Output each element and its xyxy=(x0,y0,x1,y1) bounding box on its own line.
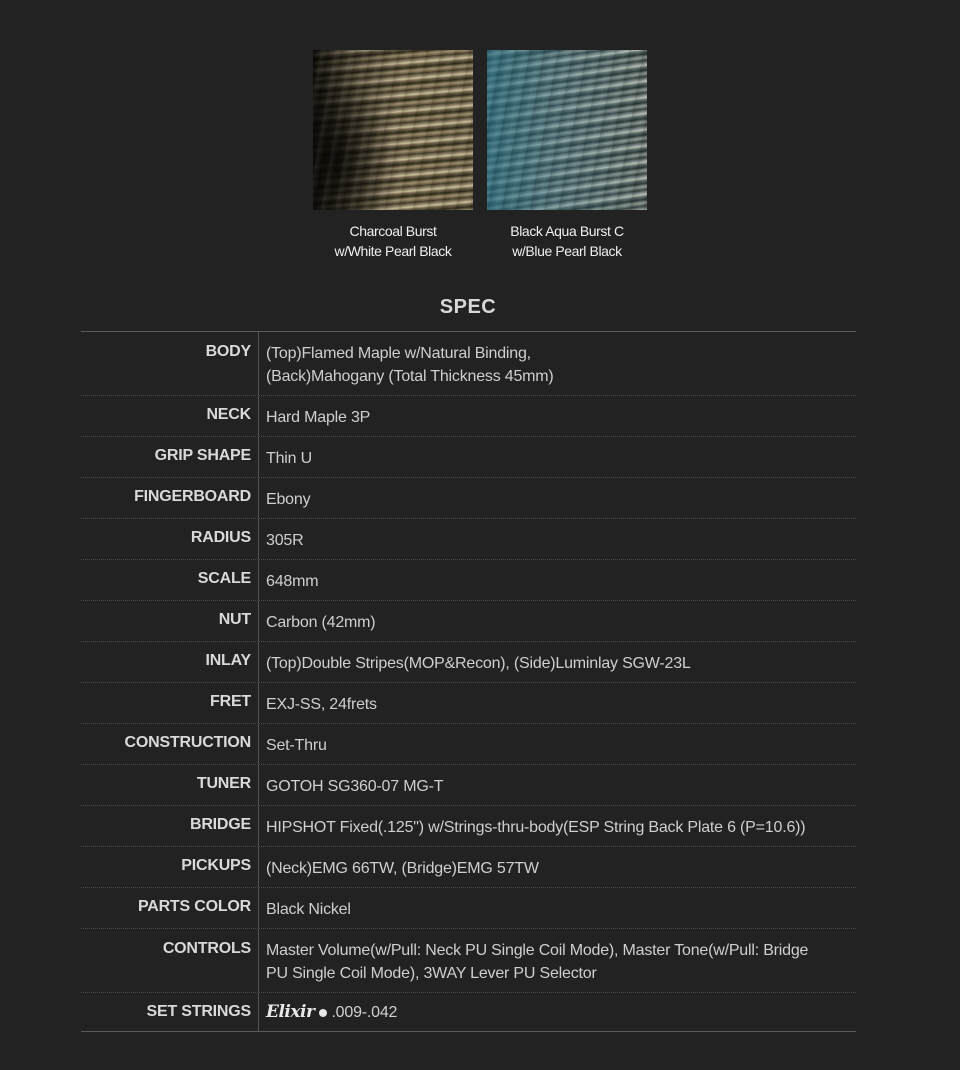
swatch-caption-line2: w/White Pearl Black xyxy=(334,243,452,259)
spec-value: Hard Maple 3P xyxy=(266,409,371,426)
swatch-image-charcoal-burst xyxy=(313,50,473,210)
spec-value: EXJ-SS, 24frets xyxy=(266,696,377,713)
spec-row-body xyxy=(81,332,856,396)
elixir-logo-text: Elixir xyxy=(266,1002,315,1023)
spec-value-line2: (Back)Mahogany (Total Thickness 45mm) xyxy=(266,368,554,385)
spec-label: GRIP SHAPE xyxy=(81,437,259,477)
swatch-caption-line1: Black Aqua Burst C xyxy=(510,223,624,239)
spec-value: Carbon (42mm) xyxy=(266,614,376,631)
spec-row-parts-color xyxy=(81,888,856,929)
swatch-caption xyxy=(510,221,623,261)
spec-row-tuner xyxy=(81,765,856,806)
spec-row-fret xyxy=(81,683,856,724)
spec-value-line1: Master Volume(w/Pull: Neck PU Single Coil Mode), Master Tone(w/Pull: Bridge xyxy=(266,942,809,959)
spec-label: TUNER xyxy=(81,765,259,805)
spec-value-line1: (Top)Flamed Maple w/Natural Binding, xyxy=(266,345,531,362)
spec-label: BRIDGE xyxy=(81,806,259,846)
spec-row-controls xyxy=(81,929,856,993)
swatch-caption-line1: Charcoal Burst xyxy=(349,223,437,239)
spec-label: FRET xyxy=(81,683,259,723)
spec-label: PICKUPS xyxy=(81,847,259,887)
spec-label: INLAY xyxy=(81,642,259,682)
spec-value xyxy=(259,993,856,1031)
spec-value-gauge: .009-.042 xyxy=(331,1004,398,1021)
spec-row-pickups xyxy=(81,847,856,888)
spec-label: RADIUS xyxy=(81,519,259,559)
spec-table xyxy=(81,331,856,1032)
swatch-image-black-aqua-burst-c xyxy=(487,50,647,210)
spec-row-radius xyxy=(81,519,856,560)
swatch-caption xyxy=(335,221,452,261)
spec-row-set-strings xyxy=(81,993,856,1031)
spec-value xyxy=(259,929,856,992)
spec-label: NECK xyxy=(81,396,259,436)
spec-title: SPEC xyxy=(439,296,497,318)
swatch-caption-line2: w/Blue Pearl Black xyxy=(512,243,622,259)
spec-row-scale xyxy=(81,560,856,601)
spec-value: 648mm xyxy=(266,573,319,590)
spec-label: FINGERBOARD xyxy=(81,478,259,518)
spec-label: NUT xyxy=(81,601,259,641)
spec-value xyxy=(259,332,856,395)
spec-value: Ebony xyxy=(266,491,311,508)
spec-label: PARTS COLOR xyxy=(81,888,259,928)
spec-label: BODY xyxy=(81,332,259,395)
spec-value: Set-Thru xyxy=(266,737,327,754)
spec-value: HIPSHOT Fixed(.125") w/Strings-thru-body(ESP String Back Plate 6 (P=10.6)) xyxy=(266,819,806,836)
spec-label: CONTROLS xyxy=(81,929,259,992)
spec-value: (Top)Double Stripes(MOP&Recon), (Side)Luminlay SGW-23L xyxy=(266,655,691,672)
spec-row-inlay xyxy=(81,642,856,683)
spec-value: (Neck)EMG 66TW, (Bridge)EMG 57TW xyxy=(266,860,539,877)
spec-value: 305R xyxy=(266,532,304,549)
spec-row-fingerboard xyxy=(81,478,856,519)
spec-row-grip-shape xyxy=(81,437,856,478)
spec-row-neck xyxy=(81,396,856,437)
spec-value: Black Nickel xyxy=(266,901,351,918)
spec-row-nut xyxy=(81,601,856,642)
elixir-dot-icon xyxy=(319,1009,327,1017)
swatch-black-aqua-burst-c xyxy=(487,50,647,261)
spec-row-construction xyxy=(81,724,856,765)
spec-value: GOTOH SG360-07 MG-T xyxy=(266,778,444,795)
spec-label: SET STRINGS xyxy=(81,993,259,1031)
spec-row-bridge xyxy=(81,806,856,847)
spec-value: Thin U xyxy=(266,450,312,467)
spec-label: CONSTRUCTION xyxy=(81,724,259,764)
spec-label: SCALE xyxy=(81,560,259,600)
elixir-logo xyxy=(266,1001,327,1024)
spec-value-line2: PU Single Coil Mode), 3WAY Lever PU Selector xyxy=(266,965,597,982)
color-swatches xyxy=(0,50,960,261)
swatch-charcoal-burst xyxy=(313,50,473,261)
